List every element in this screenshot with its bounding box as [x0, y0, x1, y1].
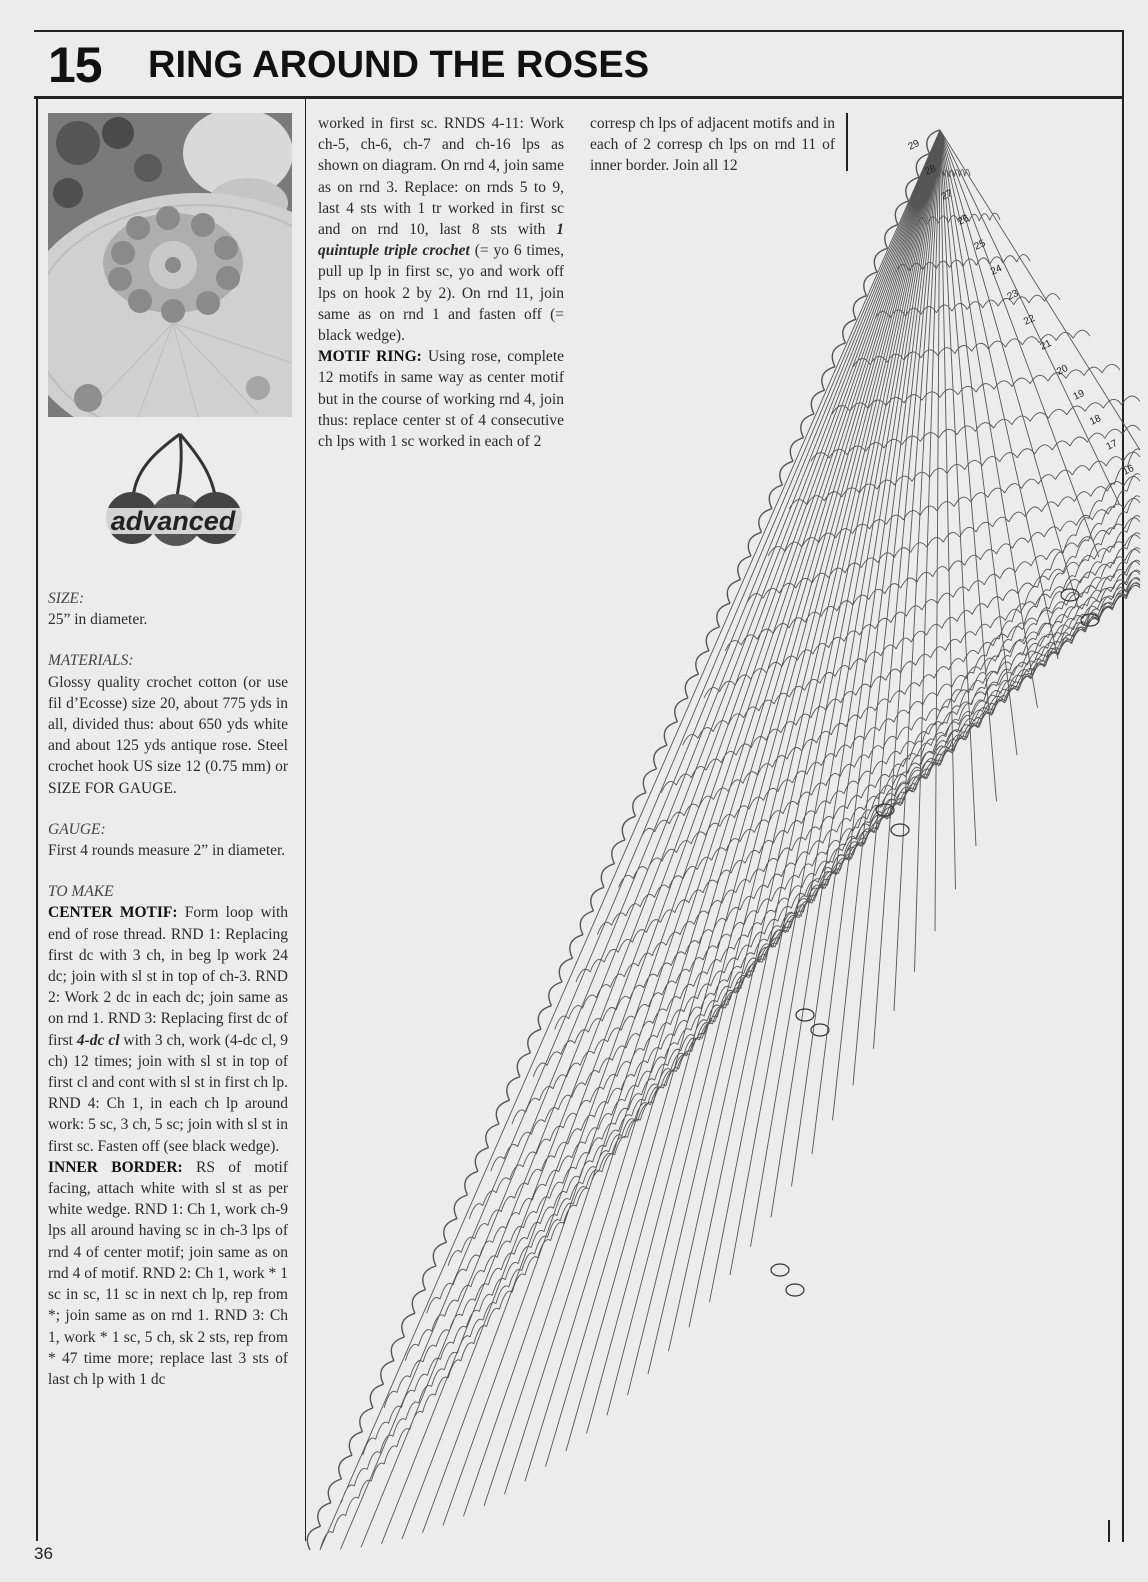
motif-ring-text: Using rose, complete 12 motifs in same way as center motif but in the course of working rnd 4, join thus: replace center st of 4 consecutive ch lps with 1 sc worked in each of 2 [318, 348, 564, 451]
page-title: RING AROUND THE ROSES [148, 44, 650, 86]
round-label: 21 [1038, 338, 1054, 353]
size-heading: SIZE: [48, 590, 85, 607]
center-motif-paragraph [48, 902, 288, 1156]
cluster-mark [891, 824, 909, 836]
to-make-heading: TO MAKE [48, 883, 114, 901]
round-label: 27 [939, 188, 955, 203]
scalloped-edge [307, 130, 940, 1550]
round-label: 23 [1005, 288, 1021, 303]
rounds-text-2: (= yo 6 times, pull up lp in first sc, yo and work off lps on hook 2 by 2). On rnd 11, join same as on rnd 1 and fasten off (= black wedge). [318, 242, 565, 345]
page-number: 36 [34, 1544, 53, 1563]
inner-border-paragraph [48, 1157, 288, 1390]
round-label: 22 [1022, 313, 1037, 328]
left-column-text [48, 588, 288, 1390]
right-paragraph: corresp ch lps of adjacent motifs and in each of 2 corresp ch lps on rnd 11 of inner border. Join all 12 [590, 115, 835, 175]
edge-mark [1108, 1520, 1110, 1542]
gauge-text: First 4 rounds measure 2” in diameter. [48, 842, 286, 860]
materials-heading: MATERIALS: [48, 652, 134, 670]
round-label: 19 [1071, 388, 1087, 403]
center-motif-text-1: Form loop with end of rose thread. RND 1: Replacing first dc with 3 ch, in beg lp work 24 dc; join with sl st in top of ch-3. RND 2: Work 2 dc in each dc; join same as on rnd 1. RND 3: Replacing first dc of first [48, 904, 288, 1049]
skill-level-logo [88, 430, 258, 550]
round-label: 16 [1121, 463, 1136, 478]
round-label: 26 [956, 213, 971, 228]
round-label: 17 [1104, 438, 1120, 453]
inner-border-text: RS of motif facing, attach white with sl st as per white wedge. RND 1: Ch 1, work ch-9 lps all around having sc in ch-3 lps of rnd 4 of center motif; join same as on rnd 4 of motif. RND 2: Ch 1, work * 1 sc in sc, 11 sc in next ch lp, rep from *; join same as on rnd 1. RND 3: Ch 1, work * 1 sc, 5 ch, sk 2 sts, rep from * 47 time more; replace last 3 sts of last ch lp with 1 dc [48, 1158, 289, 1388]
motif-ring-label: MOTIF RING: [318, 348, 422, 366]
inner-border-label: INNER BORDER: [48, 1158, 183, 1176]
size-text: 25” in diameter. [48, 611, 148, 629]
doily-photo [48, 113, 292, 417]
round-label: 29 [906, 138, 922, 153]
header [34, 30, 1124, 99]
center-motif-term: 4-dc cl [76, 1031, 120, 1049]
cluster-mark [796, 1009, 814, 1021]
round-label: 18 [1088, 413, 1103, 428]
round-label: 25 [972, 238, 988, 253]
round-label: 24 [989, 263, 1004, 278]
center-motif-text-2: with 3 ch, work (4-dc cl, 9 ch) 12 times; join with sl st in top of first cl and cont with sl st in first ch lp. RND 4: Ch 1, in each ch lp around work: 5 sc, 3 ch, 5 sc; join with sl st in first sc. Fasten off (see black wedge). [48, 1031, 289, 1155]
center-motif-label: CENTER MOTIF: [48, 904, 178, 922]
round-label: 20 [1055, 363, 1070, 378]
materials-text: Glossy quality crochet cotton (or use fil d’Ecosse) size 20, about 775 yds in all, divided thus: about 650 yds white and about 125 yds antique rose. Steel crochet hook US size 12 (0.75 mm) or SIZE FOR GAUGE. [48, 673, 288, 797]
crochet-diagram [300, 120, 1148, 1560]
pattern-number: 15 [48, 37, 102, 93]
cluster-mark [786, 1284, 804, 1296]
quintuple-term: 1 quintuple triple crochet [318, 221, 564, 260]
skill-level-label: advanced [110, 506, 236, 536]
cluster-mark [771, 1264, 789, 1276]
rounds-text-1: worked in first sc. RNDS 4-11: Work ch-5, ch-6, ch-7 and ch-16 lps as shown on diagram. On rnd 4, join same as on rnd 3. Replace: on rnds 5 to 9, last 4 sts with 1 tr worked in first sc and on rnd 10, last 8 sts with [318, 115, 564, 239]
chain-loop-mesh [320, 130, 1140, 1550]
gauge-heading: GAUGE: [48, 820, 106, 838]
round-label: 28 [923, 163, 938, 178]
